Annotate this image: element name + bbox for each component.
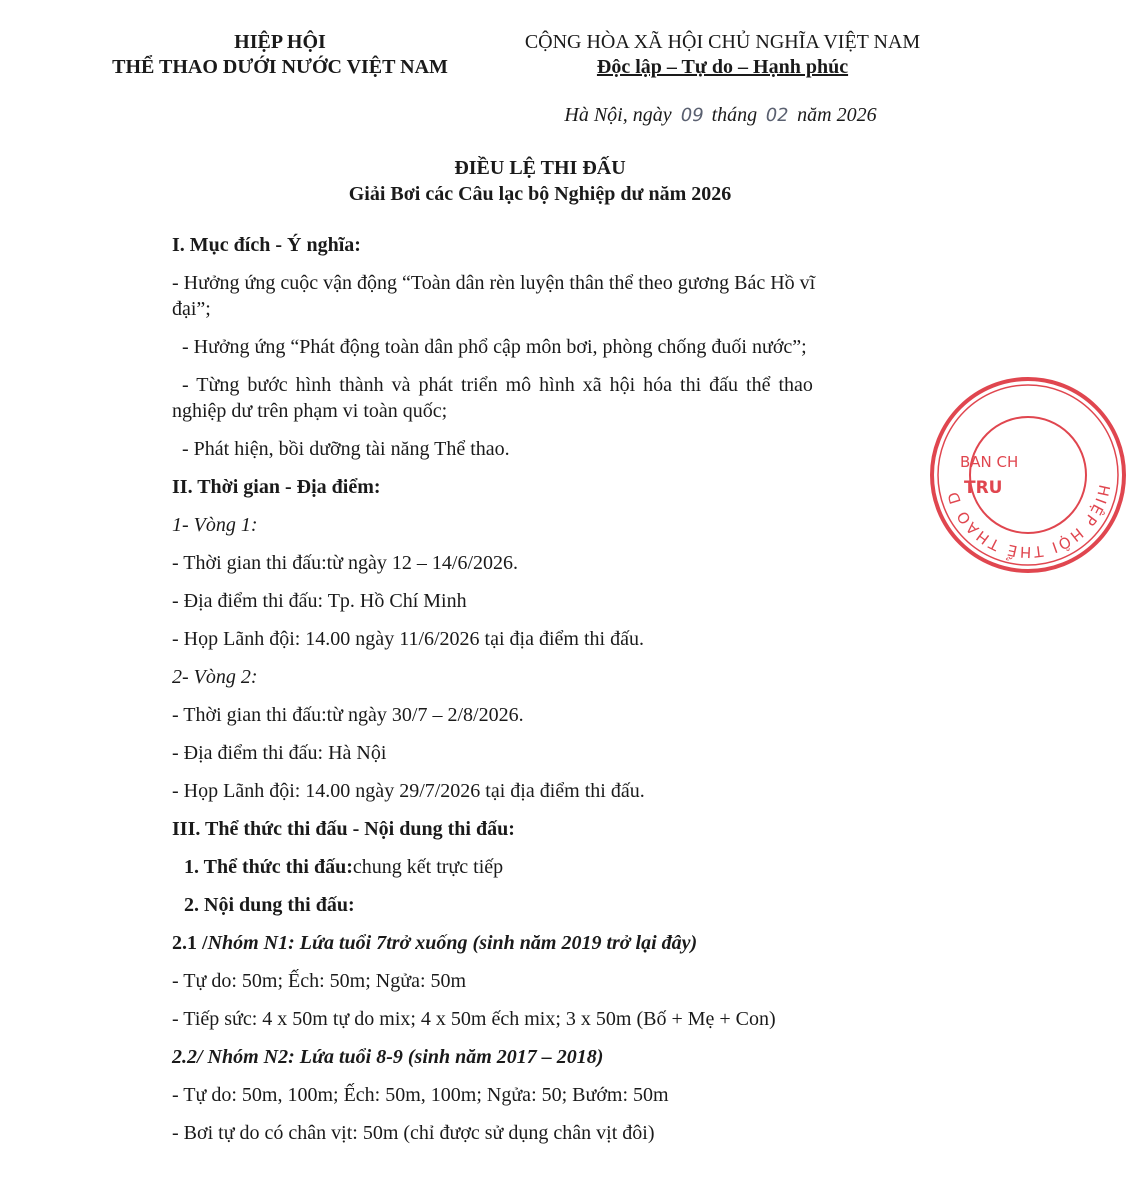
title-line-2: Giải Bơi các Câu lạc bộ Nghiệp dư năm 2026 — [348, 183, 732, 205]
round-1-meeting: - Họp Lãnh đội: 14.00 ngày 11/6/2026 tại địa điểm thi đấu. — [172, 628, 644, 650]
date-prefix: Hà Nội, ngày — [564, 104, 672, 126]
round-1-place: - Địa điểm thi đấu: Tp. Hồ Chí Minh — [172, 590, 467, 612]
group-1-line-2: - Tiếp sức: 4 x 50m tự do mix; 4 x 50m ếch mix; 3 x 50m (Bố + Mẹ + Con) — [172, 1008, 776, 1030]
group-2-line-2: - Bơi tự do có chân vịt: 50m (chỉ được sử dụng chân vịt đôi) — [172, 1122, 655, 1144]
section-1-item-2: - Hưởng ứng “Phát động toàn dân phổ cập môn bơi, phòng chống đuối nước”; — [182, 336, 807, 358]
seal-center-line-2: TRU — [964, 478, 1003, 498]
date-day-handwritten: 09 — [678, 105, 705, 126]
national-header — [500, 30, 945, 80]
date-month-label: tháng — [711, 104, 758, 126]
section-3-heading: III. Thể thức thi đấu - Nội dung thi đấu: — [172, 818, 515, 840]
round-2-place: - Địa điểm thi đấu: Hà Nội — [172, 742, 387, 764]
date-year-label: năm 2026 — [797, 104, 877, 126]
format-label: 1. Thể thức thi đấu: — [184, 856, 353, 878]
section-1-item-3-line-1: - Từng bước hình thành và phát triển mô hình xã hội hóa thi đấu thể thao — [182, 374, 813, 396]
round-2-time: - Thời gian thi đấu:từ ngày 30/7 – 2/8/2026. — [172, 704, 524, 726]
group-1-title: Nhóm N1: Lứa tuổi 7trở xuống (sinh năm 2019 trở lại đây) — [207, 932, 698, 954]
seal-center-line-1: BAN CH — [960, 453, 1019, 471]
seal-outer-ring — [932, 379, 1124, 571]
official-seal — [928, 375, 1128, 575]
document-title — [200, 155, 880, 207]
seal-center-ring — [970, 417, 1086, 533]
group-1-line-1: - Tự do: 50m; Ếch: 50m; Ngửa: 50m — [172, 970, 467, 992]
section-1-item-4: - Phát hiện, bồi dưỡng tài năng Thể thao. — [182, 438, 510, 460]
section-1-heading: I. Mục đích - Ý nghĩa: — [172, 234, 361, 256]
section-1-item-1-line-1: - Hưởng ứng cuộc vận động “Toàn dân rèn luyện thân thể theo gương Bác Hồ vĩ — [172, 272, 816, 294]
round-2-meeting: - Họp Lãnh đội: 14.00 ngày 29/7/2026 tại địa điểm thi đấu. — [172, 780, 645, 802]
section-2-heading: II. Thời gian - Địa điểm: — [172, 476, 381, 498]
organization-line-2: THỂ THAO DƯỚI NƯỚC VIỆT NAM — [112, 56, 448, 78]
group-1-heading — [172, 930, 904, 956]
date-month-handwritten: 02 — [763, 105, 791, 126]
group-2-title: 2.2/ Nhóm N2: Lứa tuổi 8-9 (sinh năm 2017 – 2018) — [172, 1046, 604, 1068]
format-value: chung kết trực tiếp — [352, 856, 504, 878]
format-line — [172, 854, 904, 880]
seal-graphic — [928, 375, 1128, 575]
title-line-1: ĐIỀU LỆ THI ĐẤU — [454, 157, 626, 179]
group-1-number: 2.1 / — [172, 932, 208, 954]
section-1-item-3-line-2: nghiệp dư trên phạm vi toàn quốc; — [172, 400, 448, 422]
nation-name: CỘNG HÒA XÃ HỘI CHỦ NGHĨA VIỆT NAM — [524, 31, 921, 53]
round-1-title: 1- Vòng 1: — [172, 514, 258, 536]
seal-ring-text: HIỆP HỘI THỂ THAO D — [943, 483, 1114, 562]
document-date — [548, 104, 893, 127]
group-2-line-1: - Tự do: 50m, 100m; Ếch: 50m, 100m; Ngửa: 50; Bướm: 50m — [172, 1084, 669, 1106]
round-2-title: 2- Vòng 2: — [172, 666, 258, 688]
document-body — [172, 232, 904, 1146]
organization-line-1: HIỆP HỘI — [234, 31, 326, 53]
content-label: 2. Nội dung thi đấu: — [184, 894, 355, 916]
section-1-item-1-line-2: đại”; — [172, 298, 211, 320]
round-1-time: - Thời gian thi đấu:từ ngày 12 – 14/6/2026. — [172, 552, 519, 574]
seal-inner-ring — [938, 385, 1118, 565]
organization-header — [70, 30, 490, 80]
national-motto: Độc lập – Tự do – Hạnh phúc — [596, 56, 849, 78]
